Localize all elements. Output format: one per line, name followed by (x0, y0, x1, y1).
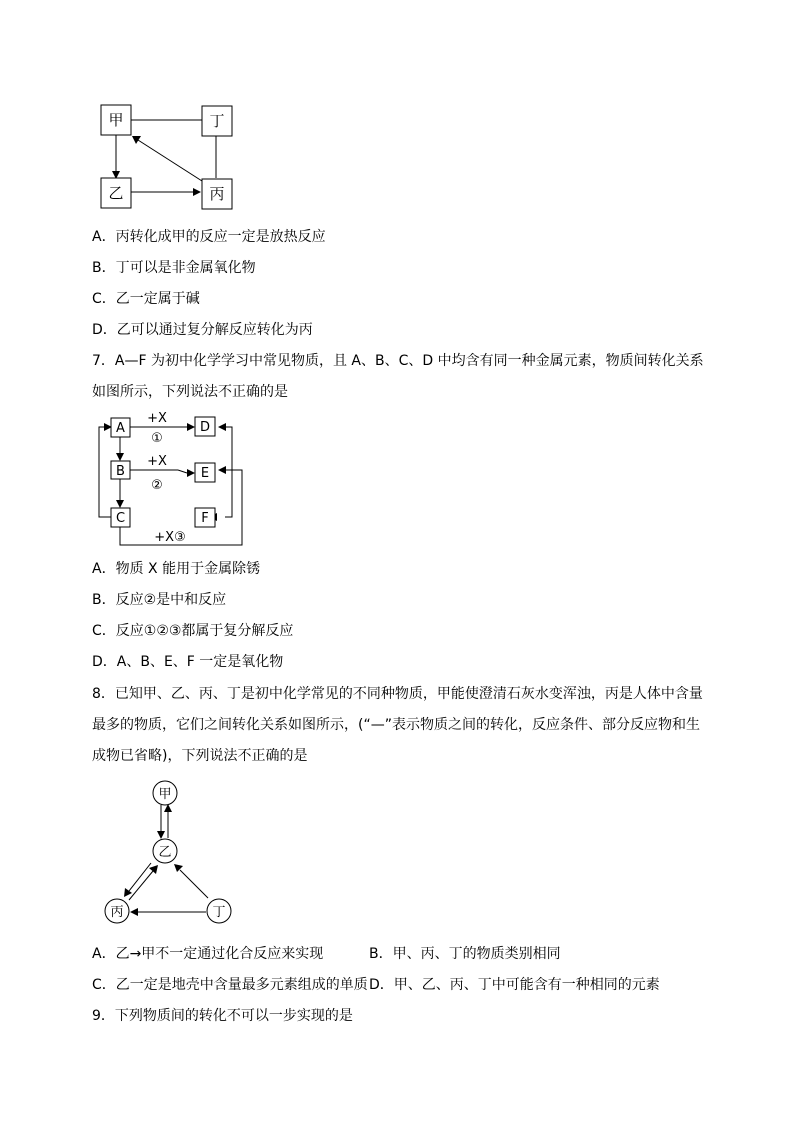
q7-option-a: A．物质 X 能用于金属除锈 (92, 561, 261, 577)
label-plus-x-2: +X (147, 454, 167, 469)
q7-option-d: D．A、B、E、F 一定是氧化物 (92, 654, 284, 670)
q8-option-c: C．乙一定是地壳中含量最多元素组成的单质 (92, 977, 368, 993)
label-plus-x-1: +X (147, 411, 167, 426)
label-plus-x-3: +X③ (154, 530, 186, 545)
svg-text:C: C (115, 511, 126, 526)
label-circle-2: ② (151, 478, 163, 493)
svg-text:丁: 丁 (209, 112, 225, 130)
q8-option-a: A．乙→甲不一定通过化合反应来实现 (92, 946, 324, 962)
node-yi-circle (153, 839, 177, 863)
svg-text:甲: 甲 (108, 111, 124, 129)
q6-option-a: A．丙转化成甲的反应一定是放热反应 (92, 229, 326, 245)
q9-stem: 9．下列物质间的转化不可以一步实现的是 (92, 1008, 353, 1024)
node-ding-circle (207, 899, 231, 923)
svg-text:丁: 丁 (212, 905, 226, 920)
q8-option-b: B．甲、丙、丁的物质类别相同 (369, 946, 561, 962)
svg-text:丙: 丙 (110, 905, 124, 920)
svg-text:D: D (199, 420, 211, 435)
q7-option-b: B．反应②是中和反应 (92, 592, 227, 608)
svg-text:丙: 丙 (209, 185, 225, 203)
q8-option-d: D．甲、乙、丙、丁中可能含有一种相同的元素 (369, 977, 660, 993)
svg-text:A: A (116, 421, 125, 436)
node-jia-circle (153, 781, 177, 805)
q7-option-c: C．反应①②③都属于复分解反应 (92, 623, 294, 639)
q7-stem-line1: 7．A—F 为初中化学学习中常见物质，且 A、B、C、D 中均含有同一种金属元素，物质间转化关系 (92, 353, 704, 369)
q6-option-b: B．丁可以是非金属氧化物 (92, 260, 256, 276)
q6-option-c: C．乙一定属于碱 (92, 291, 200, 307)
q7-stem-line2: 如图所示，下列说法不正确的是 (92, 384, 288, 400)
svg-text:B: B (116, 464, 125, 479)
q6-option-d: D．乙可以通过复分解反应转化为丙 (92, 322, 313, 338)
svg-text:甲: 甲 (158, 787, 172, 802)
node-bing-circle (105, 899, 129, 923)
label-circle-1: ① (151, 431, 163, 446)
q8-stem-line3: 成物已省略)，下列说法不正确的是 (92, 748, 308, 764)
q8-stem-line1: 8．已知甲、乙、丙、丁是初中化学常见的不同种物质，甲能使澄清石灰水变浑浊，丙是人体中含量 (92, 686, 703, 702)
q8-stem-line2: 最多的物质，它们之间转化关系如图所示，(“—”表示物质之间的转化，反应条件、部分反应物和生 (92, 717, 700, 733)
svg-text:F: F (201, 511, 209, 526)
svg-text:E: E (200, 466, 210, 481)
svg-text:乙: 乙 (108, 184, 124, 202)
svg-text:乙: 乙 (158, 845, 172, 860)
